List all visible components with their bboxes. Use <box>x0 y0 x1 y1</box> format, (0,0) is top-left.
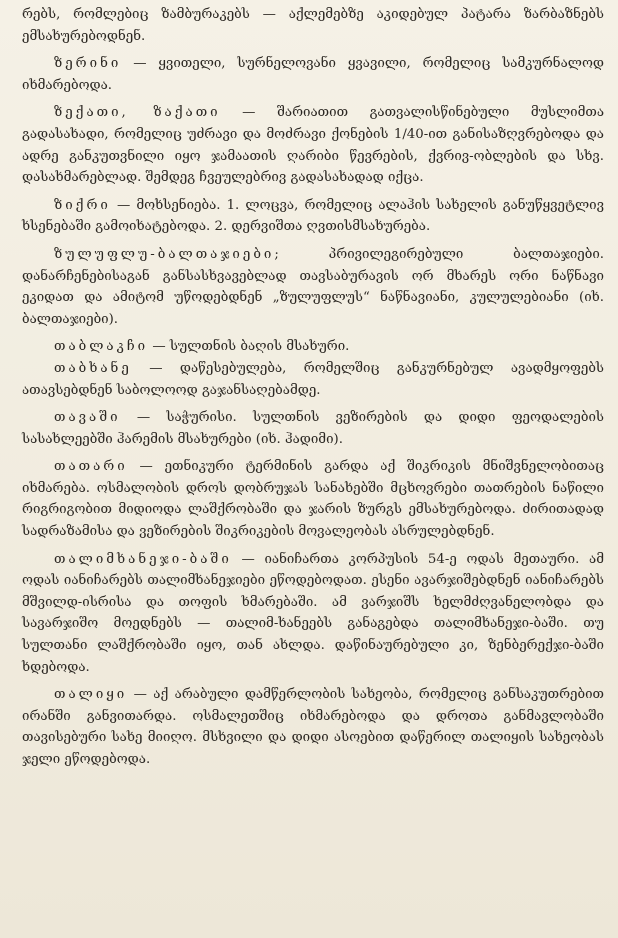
entry-text: ; პრივილეგირებული ბალთაჯიები. დანარჩენებისაგან განსასხვავებლად თავსაბურავის ორ მხარეს ორი ნაწნავი ეკიდათ და ამიტომ უწოდებდნენ „ზულუფლუს“ ნაწნავიანი, კულულებიანი (იხ. ბალთაჯიები). <box>22 246 604 327</box>
entry-term: ზექათი, ზაქათი <box>54 105 221 121</box>
entry-zulufluu-baltajiebi <box>22 244 604 330</box>
entry-term: ზულუფლუ-ბალთაჯიები <box>54 246 275 262</box>
entry-zekati <box>22 102 604 188</box>
entry-tavashi <box>22 407 604 450</box>
entry-text: — ყვითელი, სურნელოვანი ყვავილი, რომელიც სამკურნალოდ იხმარებოდა. <box>22 56 604 93</box>
entry-zerini <box>22 53 604 96</box>
entry-continuation <box>22 4 604 47</box>
entry-text: — აქ არაბული დამწერლობის სახეობა, რომელიც განსაკუთრებით ირანში განვითარდა. ოსმალეთშიც იხმარებოდა და დროთა განმავლობაში თავისებური სახე მიიღო. მსხვილი და დიდი ასოებით დაწერილ თალიყის სახეობას ჯელი ეწოდებოდა. <box>22 687 604 767</box>
entry-term: თავაში <box>54 410 121 426</box>
entry-term: თალიმხანეჯი-ბაში <box>54 551 232 567</box>
entry-tabkhane <box>22 358 604 401</box>
entry-tatari <box>22 456 604 542</box>
entry-term: თათარი <box>54 459 128 475</box>
entry-term: ზერინი <box>54 56 122 72</box>
entry-text: — სულთნის ბაღის მსახური. <box>148 339 350 355</box>
entry-term: თაბლაკჩი <box>54 339 149 355</box>
entry-term: თალიყი <box>54 687 128 703</box>
entry-zikri <box>22 195 604 238</box>
entry-tablakchi <box>22 336 604 358</box>
entry-text: — იანიჩართა კორპუსის 54-ე ოდას მეთაური. ამ ოდას იანიჩარებს თალიმხანეჯიები ეწოდებოდათ. ესენი ავარჯიშებდნენ იანიჩარებს მშვილდ-ისრისა და თოფის ხმარებაში. ამ ვარჯიშს ხელმძღვანელობდა და სავარჯიშო მოედნებს — თალიმ-ხანეებს განაგებდა თალიმხანეჯი-ბაში. თუ სულთანი ლაშქრობაში იყო, თან ახლდა. დაწინაურებული კი, ზენბერექჯი-ბაში ხდებოდა. <box>22 551 604 675</box>
entry-taliqi <box>22 684 604 770</box>
entry-text: — მოხსენიება. 1. ლოცვა, რომელიც ალაჰის სახელის განუწყვეტლივ ხსენებაში გამოიხატებოდა. 2. დერვიშთა ღვთისმსახურება. <box>22 197 604 235</box>
entry-talimkhanejibashi <box>22 549 604 679</box>
entry-term: ზიქრი <box>54 197 111 213</box>
entry-text: — ეთნიკური ტერმინის გარდა აქ შიკრიკის მნიშვნელობითაც იხმარება. ოსმალობის დროს დობრუჯას სანახებში მცხოვრები თათრების ნაწილი რიგრიგობით მიდიოდა ლაშქრობაში და ჯარის ზურგს ემსახურებოდა. ძირითადად სადრაზამისა და ვეზირების შიკრიკების მოვალეობას ასრულებდნენ. <box>22 459 604 540</box>
entry-text: — შარიათით გათვალისწინებული მუსლიმთა გადასახადი, რომელიც უძრავი და მოძრავი ქონების 1/40-ით განისაზღვრებოდა და ადრე განკუთვნილი იყო ჯამაათის ღარიბი წევრების, ქვრივ-ობლების და სხვ. დასახმარებლად. შემდეგ ჩვეულებრივ გადასახადად იქცა. <box>22 105 605 186</box>
entry-term: თაბხანე <box>54 360 132 376</box>
entry-text: — დაწესებულება, რომელშიც განკურნებულ ავადმყოფებს ათავსებდნენ საბოლოოდ გაჯანსაღებამდე. <box>22 360 604 398</box>
entry-text: — საჭურისი. სულთნის ვეზირების და დიდი ფეოდალების სასახლეებში ჰარემის მსახურები (იხ. ჰადიმი). <box>22 410 604 447</box>
entry-text: რებს, რომლებიც ზამბურაკებს — აქლემებზე აკიდებულ პატარა ზარბაზნებს ემსახურებოდნენ. <box>22 7 604 44</box>
